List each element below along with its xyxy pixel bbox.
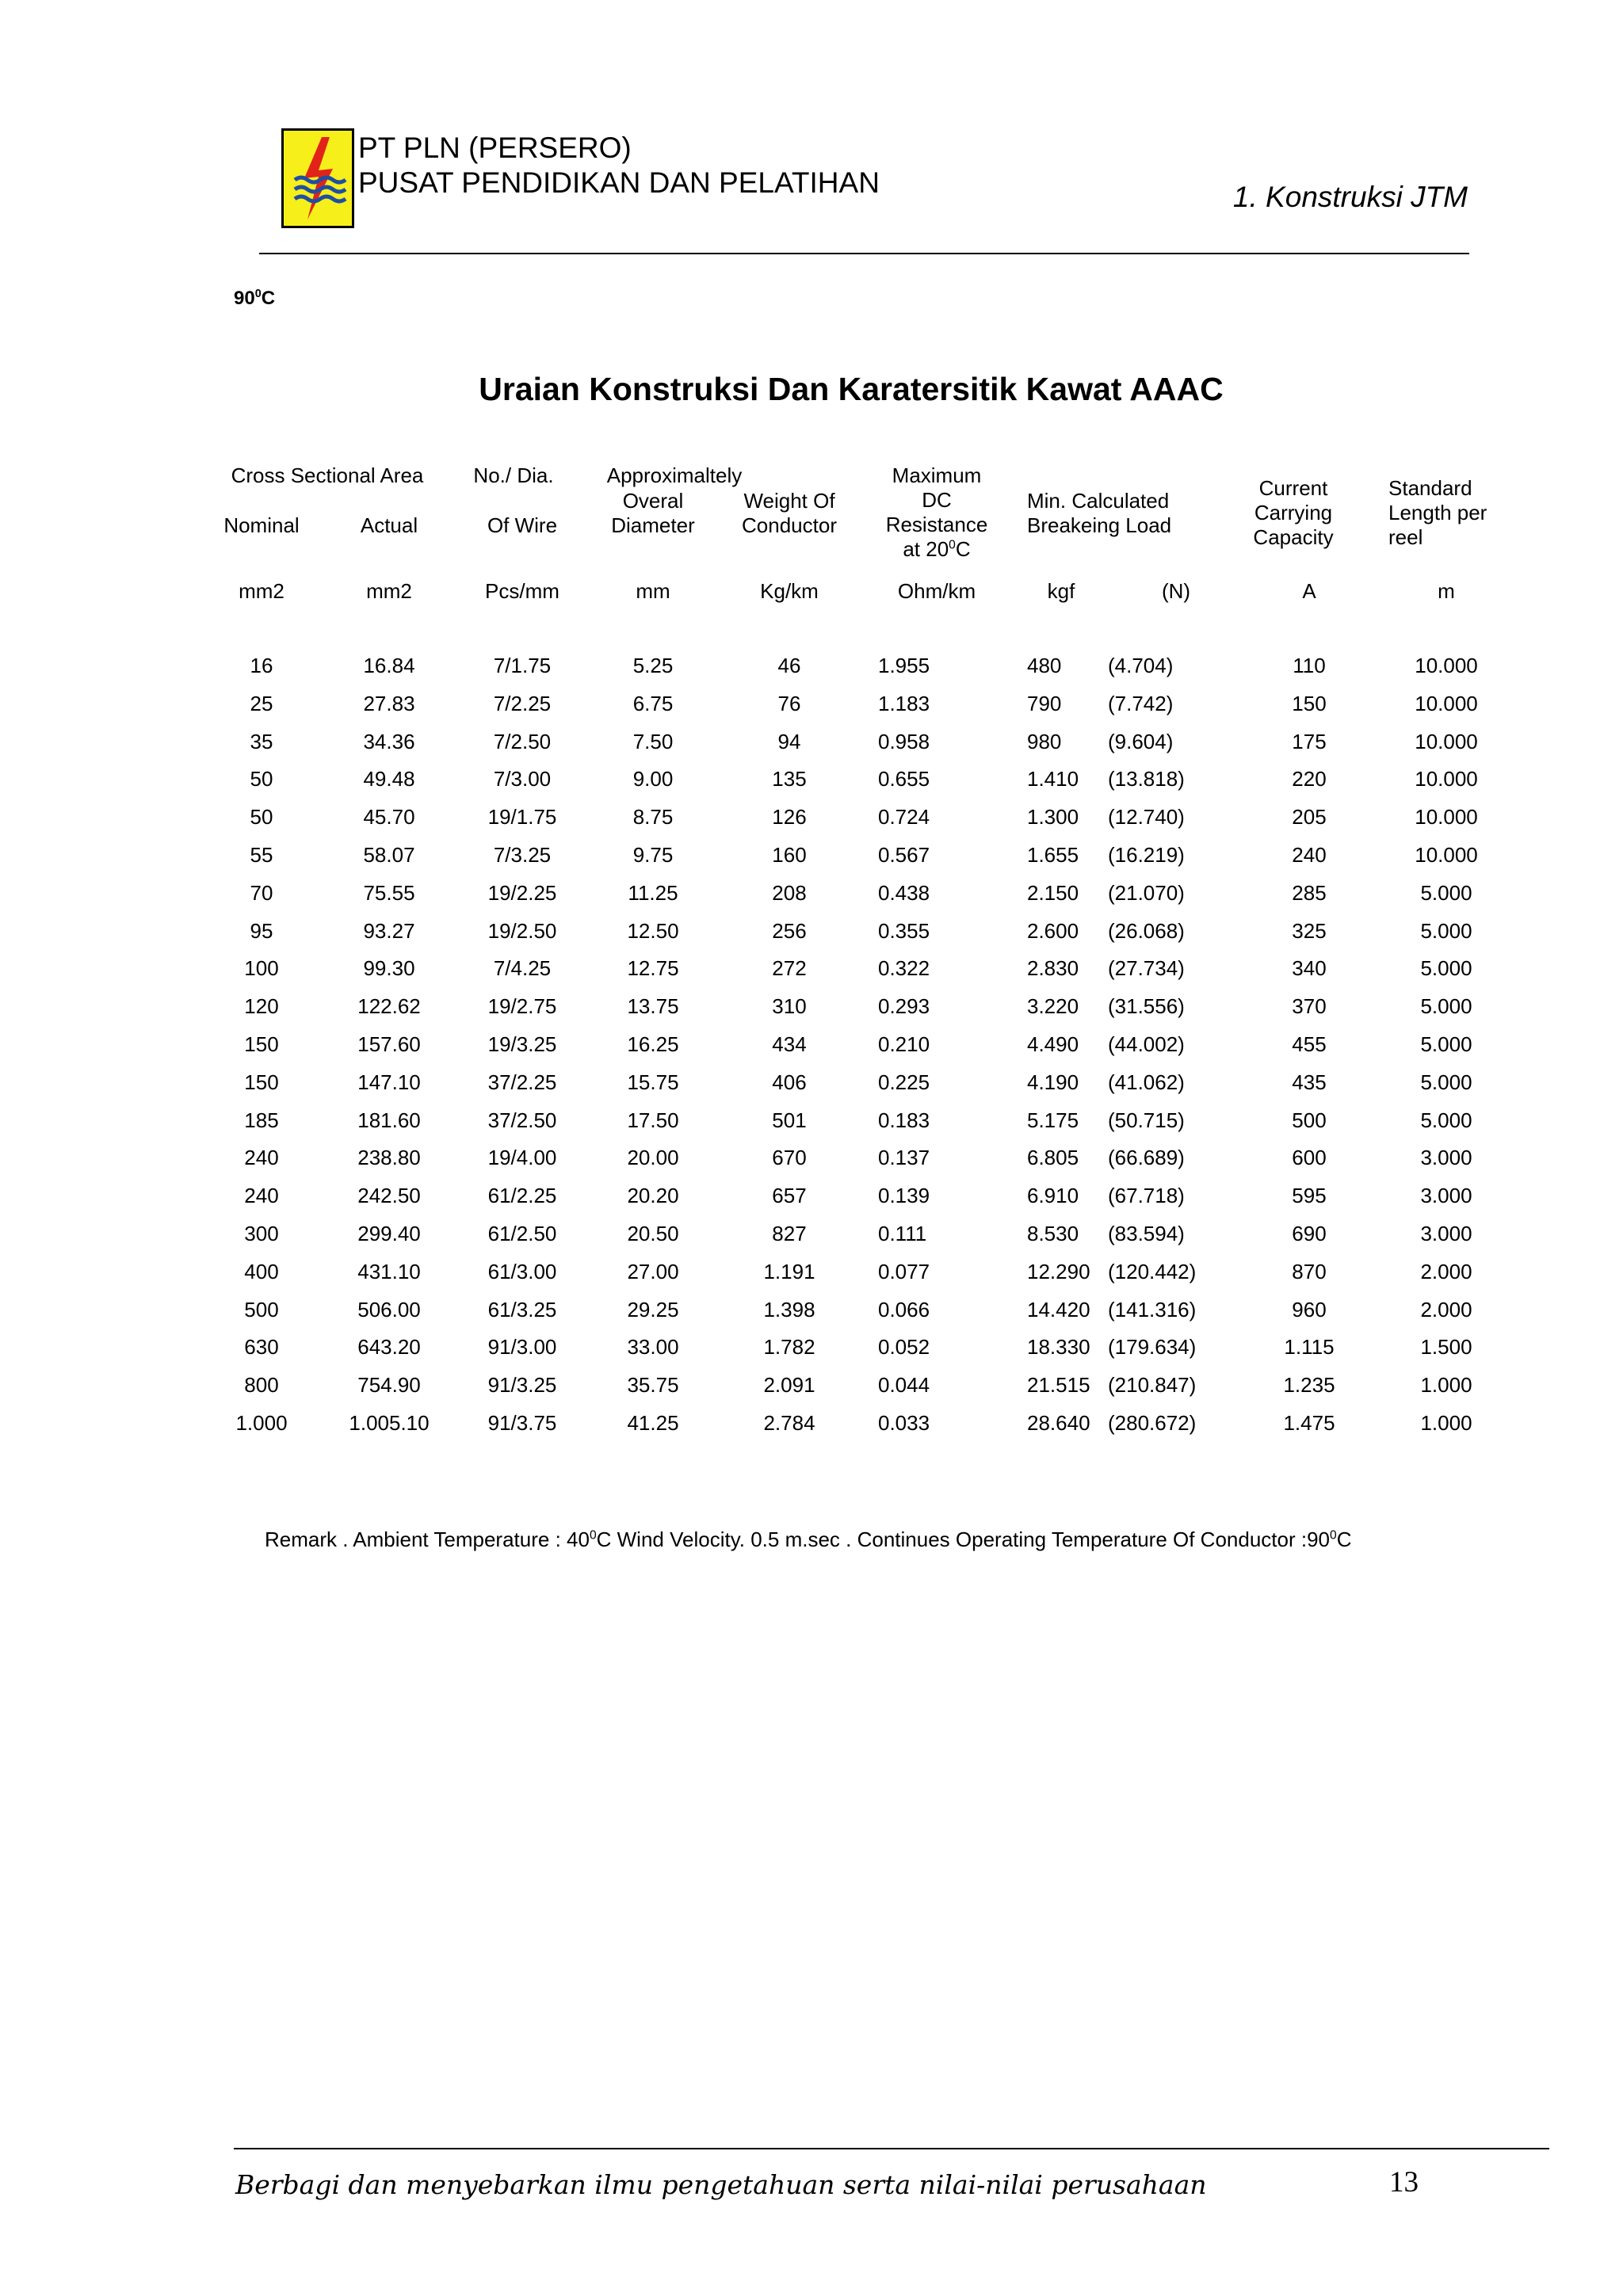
cell-weight: 2.784	[763, 1411, 815, 1435]
unit-ampere: A	[1302, 579, 1316, 603]
cell-resistance: 0.033	[878, 1411, 930, 1435]
footer-divider	[234, 2148, 1549, 2149]
header-max-dc-resistance: Maximum DC Resistance at $20^0C$	[885, 463, 988, 561]
cell-length: 10.000	[1415, 730, 1478, 753]
cell-weight: 272	[772, 956, 807, 980]
cell-diameter: 13.75	[627, 994, 679, 1018]
cell-actual: 181.60	[357, 1108, 421, 1132]
cell-nominal: 100	[244, 956, 279, 980]
unit-nominal: mm2	[239, 579, 285, 603]
cell-kgf: 480	[1027, 654, 1062, 677]
cell-resistance: 0.655	[878, 767, 930, 791]
cell-wire: 61/3.00	[487, 1260, 557, 1283]
cell-diameter: 11.25	[628, 881, 678, 905]
cell-newton: (44.002)	[1108, 1032, 1185, 1056]
cell-nominal: 16	[250, 654, 273, 677]
cell-ampere: 150	[1292, 692, 1327, 715]
cell-weight: 135	[772, 767, 807, 791]
temperature-note: $90^0C$	[234, 288, 276, 309]
cell-diameter: 5.25	[632, 654, 674, 677]
cell-ampere: 1.475	[1283, 1411, 1335, 1435]
cell-wire: 37/2.50	[487, 1108, 557, 1132]
unit-diameter: mm	[636, 579, 670, 603]
header-weight-of-conductor: Weight Of Conductor	[742, 489, 837, 537]
cell-newton: (27.734)	[1108, 956, 1185, 980]
cell-actual: 1.005.10	[349, 1411, 430, 1435]
cell-wire: 91/3.00	[487, 1335, 557, 1359]
cell-kgf: 21.515	[1027, 1373, 1090, 1397]
unit-kgf: kgf	[1047, 579, 1075, 603]
cell-actual: 122.62	[357, 994, 421, 1018]
cell-weight: 160	[772, 843, 807, 867]
cell-diameter: 9.75	[632, 843, 674, 867]
cell-diameter: 33.00	[627, 1335, 679, 1359]
cell-kgf: 4.190	[1027, 1070, 1079, 1094]
cell-ampere: 370	[1292, 994, 1327, 1018]
cell-newton: (16.219)	[1108, 843, 1185, 867]
cell-wire: 19/1.75	[487, 805, 557, 829]
cell-kgf: 1.300	[1027, 805, 1079, 829]
cell-length: 10.000	[1415, 692, 1478, 715]
cell-newton: (67.718)	[1108, 1184, 1185, 1207]
section-title: 1. Konstruksi JTM	[1232, 181, 1468, 213]
cell-length: 10.000	[1415, 767, 1478, 791]
cell-weight: 256	[772, 919, 807, 943]
cell-kgf: 3.220	[1027, 994, 1079, 1018]
cell-newton: (41.062)	[1108, 1070, 1185, 1094]
cell-resistance: 0.322	[878, 956, 930, 980]
cell-diameter: 12.75	[627, 956, 679, 980]
cell-newton: (66.689)	[1108, 1146, 1185, 1169]
cell-weight: 670	[772, 1146, 807, 1169]
cell-kgf: 4.490	[1027, 1032, 1079, 1056]
cell-newton: (13.818)	[1108, 767, 1185, 791]
cell-length: 5.000	[1420, 994, 1472, 1018]
cell-diameter: 27.00	[627, 1260, 679, 1283]
cell-diameter: 17.50	[627, 1108, 679, 1132]
unit-newton: (N)	[1161, 579, 1191, 603]
cell-ampere: 220	[1292, 767, 1327, 791]
cell-nominal: 400	[244, 1260, 279, 1283]
cell-newton: (7.742)	[1108, 692, 1174, 715]
cell-ampere: 600	[1292, 1146, 1327, 1169]
header-no-dia: No./ Dia.	[473, 463, 554, 487]
header-overal-diameter: Overal Diameter	[611, 489, 695, 537]
cell-resistance: 0.225	[878, 1070, 930, 1094]
cell-diameter: 12.50	[627, 919, 679, 943]
cell-length: 3.000	[1420, 1146, 1472, 1169]
cell-kgf: 2.150	[1027, 881, 1079, 905]
cell-newton: (120.442)	[1108, 1260, 1197, 1283]
cell-resistance: 0.355	[878, 919, 930, 943]
cell-newton: (83.594)	[1108, 1222, 1185, 1245]
cell-wire: 61/2.25	[487, 1184, 557, 1207]
footer-motto: Berbagi dan menyebarkan ilmu pengetahuan serta nilai-nilai perusahaan	[235, 2169, 1207, 2200]
cell-newton: (179.634)	[1108, 1335, 1197, 1359]
cell-nominal: 120	[244, 994, 279, 1018]
cell-ampere: 435	[1292, 1070, 1327, 1094]
cell-weight: 434	[772, 1032, 807, 1056]
cell-weight: 208	[772, 881, 807, 905]
cell-weight: 1.398	[763, 1298, 815, 1322]
cell-kgf: 8.530	[1027, 1222, 1079, 1245]
cell-newton: (21.070)	[1108, 881, 1185, 905]
cell-weight: 126	[772, 805, 807, 829]
cell-length: 2.000	[1420, 1260, 1472, 1283]
cell-diameter: 7.50	[632, 730, 674, 753]
cell-kgf: 1.655	[1027, 843, 1079, 867]
cell-ampere: 870	[1292, 1260, 1327, 1283]
cell-resistance: 1.955	[878, 654, 930, 677]
cell-diameter: 29.25	[627, 1298, 679, 1322]
header-standard-length: Standard Length per reel	[1388, 476, 1487, 549]
cell-nominal: 630	[244, 1335, 279, 1359]
cell-length: 3.000	[1420, 1222, 1472, 1245]
cell-wire: 19/3.25	[487, 1032, 557, 1056]
cell-actual: 157.60	[357, 1032, 421, 1056]
cell-nominal: 185	[244, 1108, 279, 1132]
cell-nominal: 150	[244, 1070, 279, 1094]
cell-nominal: 240	[244, 1146, 279, 1169]
cell-newton: (4.704)	[1108, 654, 1174, 677]
cell-actual: 506.00	[357, 1298, 421, 1322]
cell-diameter: 8.75	[632, 805, 674, 829]
cell-nominal: 25	[250, 692, 273, 715]
cell-actual: 45.70	[363, 805, 415, 829]
cell-wire: 91/3.25	[487, 1373, 557, 1397]
cell-nominal: 500	[244, 1298, 279, 1322]
cell-wire: 19/4.00	[487, 1146, 557, 1169]
cell-ampere: 595	[1292, 1184, 1327, 1207]
cell-kgf: 6.805	[1027, 1146, 1079, 1169]
cell-kgf: 790	[1027, 692, 1062, 715]
cell-resistance: 0.137	[878, 1146, 930, 1169]
page-number: 13	[1389, 2166, 1419, 2199]
cell-nominal: 300	[244, 1222, 279, 1245]
cell-kgf: 6.910	[1027, 1184, 1079, 1207]
cell-length: 2.000	[1420, 1298, 1472, 1322]
cell-weight: 1.782	[763, 1335, 815, 1359]
cell-newton: (50.715)	[1108, 1108, 1185, 1132]
remark-note: Remark . Ambient Temperature : $40^0C$ Wind Velocity. 0.5 m.sec . Continues Operating Temperature Of Conductor $:90^0C$	[265, 1527, 1352, 1551]
org-name: PT PLN (PERSERO)	[358, 132, 632, 164]
cell-resistance: 0.293	[878, 994, 930, 1018]
unit-wire: Pcs/mm	[485, 579, 559, 603]
cell-newton: (26.068)	[1108, 919, 1185, 943]
cell-nominal: 95	[250, 919, 273, 943]
cell-resistance: 1.183	[878, 692, 930, 715]
cell-ampere: 110	[1293, 654, 1326, 677]
cell-actual: 299.40	[357, 1222, 421, 1245]
cell-diameter: 20.50	[627, 1222, 679, 1245]
cell-resistance: 0.438	[878, 881, 930, 905]
cell-actual: 754.90	[357, 1373, 421, 1397]
cell-length: 5.000	[1420, 956, 1472, 980]
header-cross-sectional-area: Cross Sectional Area	[231, 463, 424, 487]
cell-length: 10.000	[1415, 654, 1478, 677]
cell-wire: 7/4.25	[493, 956, 552, 980]
cell-diameter: 6.75	[632, 692, 674, 715]
cell-wire: 7/2.50	[493, 730, 552, 753]
cell-actual: 49.48	[363, 767, 415, 791]
cell-kgf: 28.640	[1027, 1411, 1090, 1435]
header-divider	[259, 253, 1469, 254]
cell-resistance: 0.066	[878, 1298, 930, 1322]
cell-newton: (31.556)	[1108, 994, 1185, 1018]
header-breaking-load: Min. Calculated Breakeing Load	[1027, 489, 1172, 537]
cell-ampere: 240	[1292, 843, 1327, 867]
cell-nominal: 1.000	[235, 1411, 288, 1435]
cell-wire: 37/2.25	[487, 1070, 557, 1094]
cell-length: 10.000	[1415, 805, 1478, 829]
cell-length: 1.000	[1420, 1411, 1472, 1435]
cell-weight: 76	[777, 692, 801, 715]
cell-actual: 93.27	[363, 919, 415, 943]
cell-actual: 643.20	[357, 1335, 421, 1359]
cell-wire: 7/1.75	[493, 654, 552, 677]
cell-resistance: 0.111	[878, 1222, 927, 1245]
cell-resistance: 0.139	[878, 1184, 930, 1207]
cell-actual: 16.84	[363, 654, 415, 677]
cell-wire: 7/2.25	[493, 692, 552, 715]
cell-diameter: 9.00	[632, 767, 674, 791]
cell-wire: 61/2.50	[487, 1222, 557, 1245]
unit-resistance: Ohm/km	[897, 579, 976, 603]
cell-ampere: 690	[1292, 1222, 1327, 1245]
cell-ampere: 175	[1292, 730, 1327, 753]
cell-ampere: 285	[1292, 881, 1327, 905]
cell-kgf: 2.830	[1027, 956, 1079, 980]
cell-length: 1.000	[1420, 1373, 1472, 1397]
cell-ampere: 455	[1292, 1032, 1327, 1056]
cell-resistance: 0.958	[878, 730, 930, 753]
cell-length: 5.000	[1420, 1108, 1472, 1132]
cell-nominal: 50	[250, 767, 273, 791]
cell-wire: 19/2.50	[487, 919, 557, 943]
cell-kgf: 18.330	[1027, 1335, 1090, 1359]
cell-wire: 19/2.75	[487, 994, 557, 1018]
cell-length: 1.500	[1420, 1335, 1472, 1359]
cell-kgf: 14.420	[1027, 1298, 1090, 1322]
cell-weight: 501	[772, 1108, 807, 1132]
cell-resistance: 0.044	[878, 1373, 930, 1397]
pln-logo-icon	[281, 128, 354, 228]
cell-wire: 7/3.00	[493, 767, 552, 791]
cell-nominal: 150	[244, 1032, 279, 1056]
cell-nominal: 55	[250, 843, 273, 867]
cell-weight: 827	[772, 1222, 807, 1245]
cell-ampere: 500	[1292, 1108, 1327, 1132]
cell-ampere: 960	[1292, 1298, 1327, 1322]
cell-ampere: 205	[1292, 805, 1327, 829]
cell-diameter: 35.75	[627, 1373, 679, 1397]
cell-weight: 657	[772, 1184, 807, 1207]
cell-resistance: 0.077	[878, 1260, 930, 1283]
cell-weight: 46	[777, 654, 801, 677]
cell-newton: (280.672)	[1108, 1411, 1197, 1435]
cell-wire: 91/3.75	[487, 1411, 557, 1435]
cell-wire: 19/2.25	[487, 881, 557, 905]
cell-newton: (12.740)	[1108, 805, 1185, 829]
cell-resistance: 0.052	[878, 1335, 930, 1359]
header-actual: Actual	[360, 513, 418, 537]
cell-actual: 99.30	[363, 956, 415, 980]
header-current-capacity: Current Carrying Capacity	[1253, 476, 1334, 549]
cell-kgf: 5.175	[1027, 1108, 1079, 1132]
document-title: Uraian Konstruksi Dan Karatersitik Kawat AAAC	[479, 371, 1224, 407]
header-of-wire: Of Wire	[487, 513, 558, 537]
cell-diameter: 15.75	[627, 1070, 679, 1094]
header-approximately: Approximaltely	[606, 463, 743, 487]
cell-actual: 75.55	[363, 881, 415, 905]
cell-resistance: 0.210	[878, 1032, 930, 1056]
cell-weight: 2.091	[763, 1373, 815, 1397]
cell-resistance: 0.183	[878, 1108, 930, 1132]
cell-length: 5.000	[1420, 1032, 1472, 1056]
cell-diameter: 16.25	[627, 1032, 679, 1056]
cell-kgf: 980	[1027, 730, 1062, 753]
header-nominal: Nominal	[223, 513, 300, 537]
cell-actual: 34.36	[363, 730, 415, 753]
cell-actual: 431.10	[357, 1260, 421, 1283]
unit-weight: Kg/km	[760, 579, 819, 603]
cell-diameter: 20.00	[627, 1146, 679, 1169]
cell-actual: 58.07	[363, 843, 415, 867]
cell-resistance: 0.724	[878, 805, 930, 829]
cell-newton: (9.604)	[1108, 730, 1174, 753]
cell-length: 10.000	[1415, 843, 1478, 867]
cell-nominal: 35	[250, 730, 273, 753]
cell-actual: 147.10	[357, 1070, 421, 1094]
cell-wire: 61/3.25	[487, 1298, 557, 1322]
cell-nominal: 70	[250, 881, 273, 905]
unit-actual: mm2	[366, 579, 412, 603]
cell-weight: 1.191	[763, 1260, 815, 1283]
cell-ampere: 325	[1292, 919, 1327, 943]
cell-newton: (210.847)	[1108, 1373, 1197, 1397]
cell-ampere: 1.235	[1283, 1373, 1335, 1397]
cell-nominal: 800	[244, 1373, 279, 1397]
cell-diameter: 41.25	[627, 1411, 679, 1435]
unit-meter: m	[1438, 579, 1455, 603]
cell-kgf: 2.600	[1027, 919, 1079, 943]
org-unit: PUSAT PENDIDIKAN DAN PELATIHAN	[358, 166, 880, 199]
cell-newton: (141.316)	[1108, 1298, 1197, 1322]
cell-resistance: 0.567	[878, 843, 930, 867]
cell-ampere: 1.115	[1284, 1335, 1335, 1359]
pln-logo-graphic	[284, 131, 352, 226]
cell-length: 3.000	[1420, 1184, 1472, 1207]
cell-actual: 238.80	[357, 1146, 421, 1169]
cell-wire: 7/3.25	[493, 843, 552, 867]
cell-weight: 406	[772, 1070, 807, 1094]
cell-ampere: 340	[1292, 956, 1327, 980]
cell-kgf: 1.410	[1027, 767, 1079, 791]
cell-actual: 242.50	[357, 1184, 421, 1207]
cell-nominal: 240	[244, 1184, 279, 1207]
cell-weight: 94	[777, 730, 801, 753]
cell-length: 5.000	[1420, 919, 1472, 943]
cell-weight: 310	[772, 994, 807, 1018]
cell-length: 5.000	[1420, 1070, 1472, 1094]
cell-diameter: 20.20	[627, 1184, 679, 1207]
cell-actual: 27.83	[363, 692, 415, 715]
cell-nominal: 50	[250, 805, 273, 829]
cell-length: 5.000	[1420, 881, 1472, 905]
cell-kgf: 12.290	[1027, 1260, 1090, 1283]
